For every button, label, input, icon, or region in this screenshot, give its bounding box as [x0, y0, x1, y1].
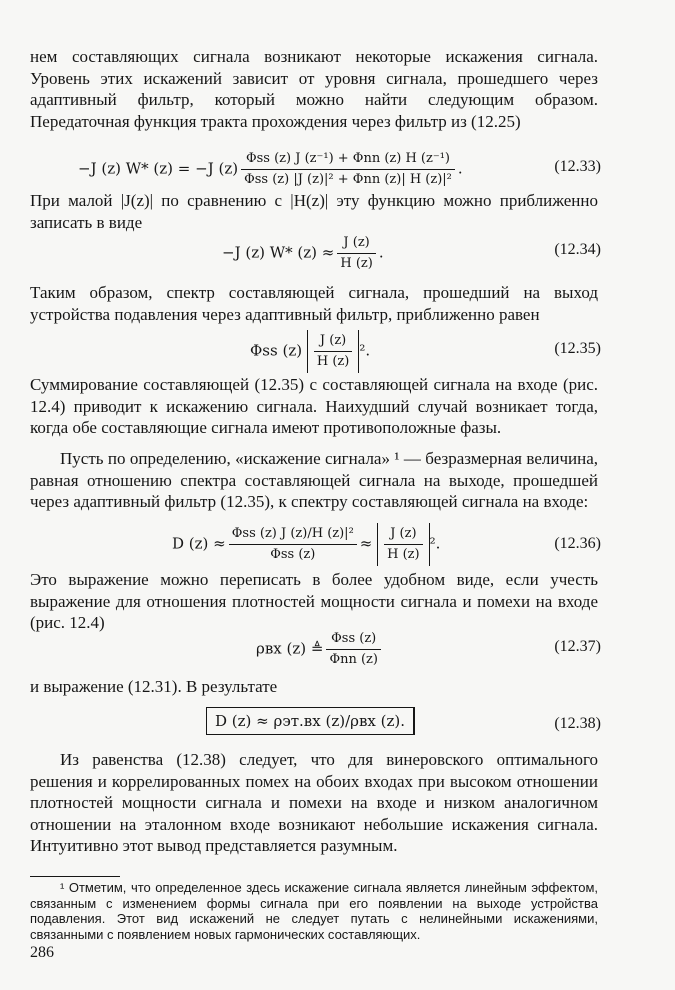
- eq35-lhs: Φss (z): [250, 341, 303, 360]
- eq33-numerator: Φss (z) J (z⁻¹) + Φnn (z) H (z⁻¹): [241, 150, 455, 170]
- eq37-number: (12.37): [554, 638, 601, 655]
- eq34-denominator: H (z): [340, 256, 373, 271]
- footnote: ¹ Отметим, что определенное здесь искажение сигнала является линейным эффектом, связанным с изменением формы сигнала при его появлении на выходе устройства подавления. Этот вид искажений не следует путать с нелинейными искажениями, связанными с появлением новых гармонических составляющих.: [30, 880, 598, 942]
- eq34-fraction: [337, 234, 375, 273]
- eq36-denominator: Φss (z): [270, 547, 316, 562]
- eq36-lhs: D (z) ≈: [172, 534, 226, 553]
- eq38-box: D (z) ≈ ρэт.вх (z)/ρвх (z).: [206, 707, 415, 735]
- eq34-numerator: J (z): [337, 234, 375, 254]
- eq34-tail: .: [378, 243, 384, 262]
- paragraph-conclusion: Из равенства (12.38) следует, что для винеровского оптимального решения и коррелированных помех на обоих входах при высоком отношении плотностей мощности сигнала и помехи на входе и низком аналогичном отношении на эталонном входе возникают небольшие искажения сигнала. Интуитивно этот вывод представляется разумным.: [30, 750, 598, 856]
- paragraph-summation: Суммирование составляющей (12.35) с составляющей сигнала на входе (рис. 12.4) приводит к искажению сигнала. Наихудший случай возникает тогда, когда обе составляющие сигнала имеют противоположные фазы.: [30, 375, 598, 438]
- eq34-number: (12.34): [554, 241, 601, 258]
- eq36-number: (12.36): [554, 535, 601, 552]
- eq33-number: (12.33): [554, 158, 601, 175]
- eq37-lhs: ρвх (z) ≜: [256, 639, 324, 658]
- paragraph-spectrum: Таким образом, спектр составляющей сигнала, прошедший на выход устройства подавления через адаптивный фильтр, приближенно равен: [30, 283, 598, 324]
- eq33-lhs: −J (z) W* (z) = −J (z): [78, 159, 239, 178]
- eq35-fraction: [314, 332, 352, 371]
- eq36-numerator: Φss (z) J (z)/H (z)|²: [229, 525, 357, 545]
- eq34-lhs: −J (z) W* (z) ≈: [222, 243, 335, 262]
- equation-12-35: [250, 330, 370, 373]
- eq35-abs: [307, 330, 359, 373]
- paragraph-small-j: При малой |J(z)| по сравнению с |H(z)| эту функцию можно приближенно записать в виде: [30, 191, 598, 232]
- equation-12-37: [256, 630, 384, 669]
- paragraph-result: и выражение (12.31). В результате: [30, 677, 278, 696]
- equation-12-33: [78, 150, 463, 189]
- eq35-denominator: H (z): [316, 354, 350, 369]
- eq36-tail: ².: [429, 534, 441, 553]
- eq37-denominator: Φnn (z): [329, 652, 378, 667]
- eq36-denominator-2: H (z): [387, 547, 420, 562]
- equation-12-38: [206, 707, 415, 735]
- paragraph-rewrite: Это выражение можно переписать в более удобном виде, если учесть выражение для отношения плотностей мощности сигнала и помехи на входе (рис. 12.4): [30, 570, 598, 633]
- paragraph-definition: Пусть по определению, «искажение сигнала» ¹ — безразмерная величина, равная отношению спектра составляющей сигнала на выходе, прошедшей через адаптивный фильтр (12.35), к спектру составляющей сигнала на входе:: [30, 449, 598, 512]
- eq37-fraction: [326, 630, 381, 669]
- eq36-fraction: [229, 525, 357, 564]
- equation-12-34: [222, 234, 384, 273]
- paragraph-intro: нем составляющих сигнала возникают некоторые искажения сигнала. Уровень этих искажений зависит от уровня сигнала, прошедшего через адаптивный фильтр, который можно найти следующим образом. Передаточная функция тракта прохождения через фильтр из (12.25): [30, 47, 598, 131]
- footnote-divider: [30, 876, 120, 877]
- eq38-number: (12.38): [554, 715, 601, 732]
- eq36-mid: ≈: [359, 534, 373, 553]
- eq37-numerator: Φss (z): [326, 630, 381, 650]
- eq36-numerator-2: J (z): [384, 525, 422, 545]
- page-number: 286: [30, 944, 54, 961]
- eq36-abs: [377, 523, 429, 566]
- equation-12-36: [172, 523, 440, 566]
- eq36-fraction-2: [384, 525, 422, 564]
- eq35-tail: ².: [359, 341, 371, 360]
- eq33-fraction: [241, 150, 455, 189]
- eq35-number: (12.35): [554, 340, 601, 357]
- eq33-denominator: Φss (z) |J (z)|² + Φnn (z)| H (z)|²: [244, 172, 452, 187]
- eq33-tail: .: [457, 159, 463, 178]
- eq35-numerator: J (z): [314, 332, 352, 352]
